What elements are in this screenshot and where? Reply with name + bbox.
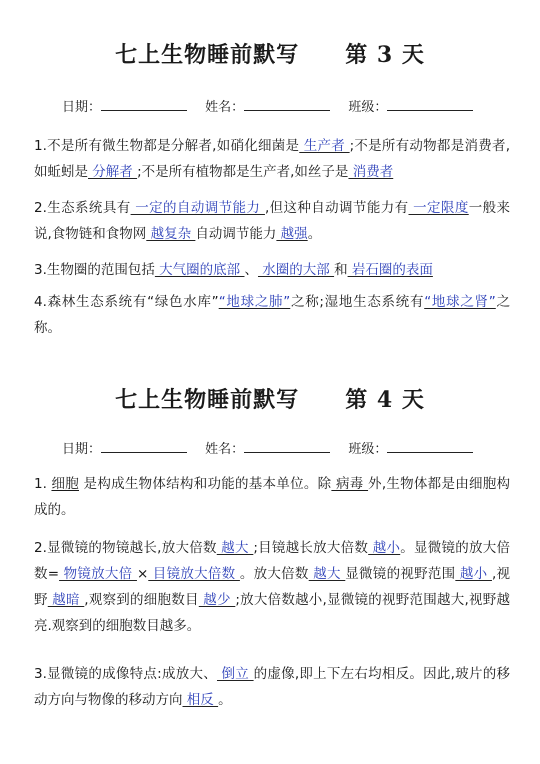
text: 1. [34,476,52,492]
text: 、 [244,262,258,278]
text: 4.森林生态系统有“绿色水库” [34,294,219,310]
answer: 越小 [455,566,492,582]
day4-day-label: 第 4 天 [345,387,425,413]
answer: 越复杂 [146,226,196,242]
text: 。放大倍数 [239,566,309,582]
text: ;目镜越长放大倍数 [253,540,369,556]
day4-title [0,383,540,414]
answer: 病毒 [331,476,369,492]
answer: 细胞 [51,476,79,492]
text: 和 [334,262,348,278]
day4-item-2 [34,535,510,639]
answer: 物镜放大倍 [59,566,137,582]
text: 显微镜的视野范围 [345,566,456,582]
text: 之称。 [34,294,510,336]
text: ,视野 [34,566,510,608]
text: 自动调节能力 [195,226,277,242]
text: 的虚像,即上下左右均相反。因此,玻片的移动方向与物像的移动方向 [34,666,510,708]
day4-item-3 [34,661,510,713]
answer: 越大 [308,566,346,582]
text: ;不是所有动物都是消费者,如蚯蚓是 [34,138,510,180]
answer: 越少 [198,592,236,608]
text: 。 [307,226,322,242]
day4-name-label: 姓名： [205,442,245,457]
answer: 一定限度 [408,200,469,216]
day3-item-4 [34,289,510,341]
text: × [136,566,149,582]
day3-name-label: 姓名： [205,100,245,115]
answer: 分解者 [88,164,138,180]
answer: 岩石圈的表面 [347,262,433,278]
day3-day-label: 第 3 天 [345,42,425,68]
day3-date-label: 日期： [62,100,102,115]
day4-class-label: 班级： [348,442,388,457]
text: ;放大倍数越小,显微镜的视野范围越大,视野越亮.观察到的细胞数目越多。 [34,592,510,634]
day3-class-field[interactable] [387,98,473,111]
answer: 越强 [276,226,308,242]
day4-date-field[interactable] [101,440,187,453]
answer: 一定的自动调节能力 [130,200,265,216]
text: 之称;湿地生态系统有 [290,294,425,310]
answer: 倒立 [216,666,254,682]
day3-class-label: 班级： [348,100,388,115]
day4-info-row [62,438,479,457]
answer: 相反 [182,692,219,708]
text: ,观察到的细胞数目 [84,592,199,608]
text: 2.生态系统具有 [34,200,131,216]
answer: “地球之肾” [424,294,496,310]
day3-title [0,38,540,69]
text: 3.生物圈的范围包括 [34,262,155,278]
text: 。 [218,692,232,708]
text: ;不是所有植物都是生产者,如丝子是 [137,164,349,180]
text: 一般来说,食物链和食物网 [34,200,510,242]
answer: 越暗 [47,592,85,608]
text: 2.显微镜的物镜越长,放大倍数 [34,540,217,556]
day3-item-3 [34,257,510,283]
day3-date-field[interactable] [101,98,187,111]
answer: 生产者 [299,138,350,154]
answer: 越大 [216,540,254,556]
day3-item-1 [34,133,510,185]
text: 3.显微镜的成像特点:成放大、 [34,666,217,682]
day4-title-text: 七上生物睡前默写 [115,387,300,413]
day4-name-field[interactable] [244,440,330,453]
day3-title-text: 七上生物睡前默写 [115,42,300,68]
text: 是构成生物体结构和功能的基本单位。除 [79,476,332,492]
day3-name-field[interactable] [244,98,330,111]
day3-info-row [62,96,479,115]
answer: 目镜放大倍数 [148,566,240,582]
day3-item-2 [34,195,510,247]
text: 。显微镜的放大倍数= [34,540,511,582]
answer: 消费者 [348,164,394,180]
answer: 越小 [368,540,401,556]
text: 1.不是所有微生物都是分解者,如硝化细菌是 [34,138,300,154]
answer: “地球之肺” [218,294,291,310]
day4-date-label: 日期： [62,442,102,457]
text: ,但这种自动调节能力有 [264,200,409,216]
day4-item-1 [34,471,510,523]
day4-class-field[interactable] [387,440,473,453]
answer: 大气圈的底部 [154,262,245,278]
text: 外,生物体都是由细胞构成的。 [34,476,511,518]
answer: 水圈的大部 [257,262,335,278]
